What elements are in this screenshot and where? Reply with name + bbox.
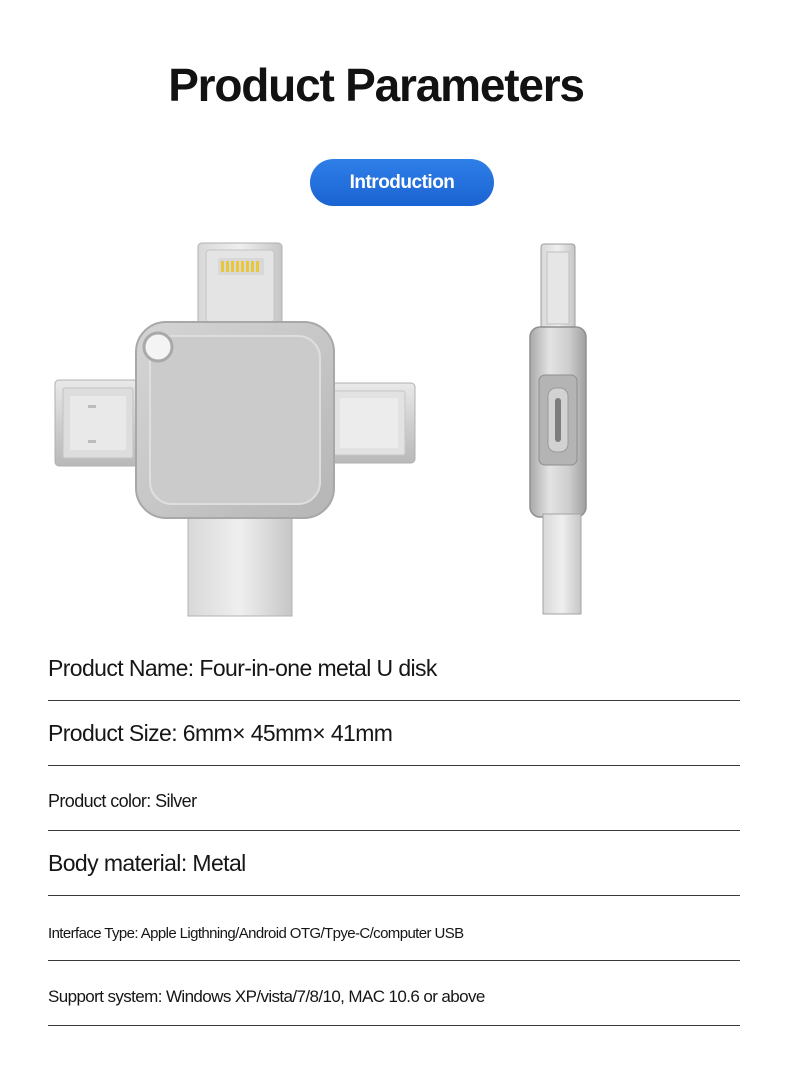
keyring-hole xyxy=(144,333,172,361)
usb-drive-front-view xyxy=(55,243,415,616)
product-images xyxy=(0,230,790,630)
spec-label: Interface Type: xyxy=(48,925,138,942)
usb-drive-side-view xyxy=(530,244,586,614)
spec-row-product-size xyxy=(48,701,740,766)
spec-value: Apple Ligthning/Android OTG/Tpye-C/computer USB xyxy=(140,925,464,942)
spec-row-body-material xyxy=(48,831,740,896)
micro-usb-connector xyxy=(55,380,145,466)
spec-value: Silver xyxy=(155,791,197,811)
spec-label: Body material: xyxy=(48,850,187,876)
spec-label: Product color: xyxy=(48,791,151,811)
spec-value: Four-in-one metal U disk xyxy=(199,655,437,681)
spec-row-interface-type xyxy=(48,896,740,961)
drive-body xyxy=(136,322,334,518)
spec-label: Support system: xyxy=(48,987,162,1006)
introduction-badge: Introduction xyxy=(310,159,494,206)
spec-value: Metal xyxy=(192,850,246,876)
spec-row-product-name xyxy=(48,636,740,701)
page-title: Product Parameters xyxy=(168,59,584,111)
spec-row-product-color xyxy=(48,766,740,831)
spec-value: 6mm× 45mm× 41mm xyxy=(182,720,393,746)
spec-label: Product Name: xyxy=(48,655,194,681)
type-c-connector xyxy=(325,383,415,463)
spec-value: Windows XP/vista/7/8/10, MAC 10.6 or above xyxy=(165,987,485,1006)
spec-label: Product Size: xyxy=(48,720,177,746)
spec-row-support-system xyxy=(48,961,740,1026)
lightning-connector xyxy=(198,243,282,328)
spec-list xyxy=(48,636,740,1026)
